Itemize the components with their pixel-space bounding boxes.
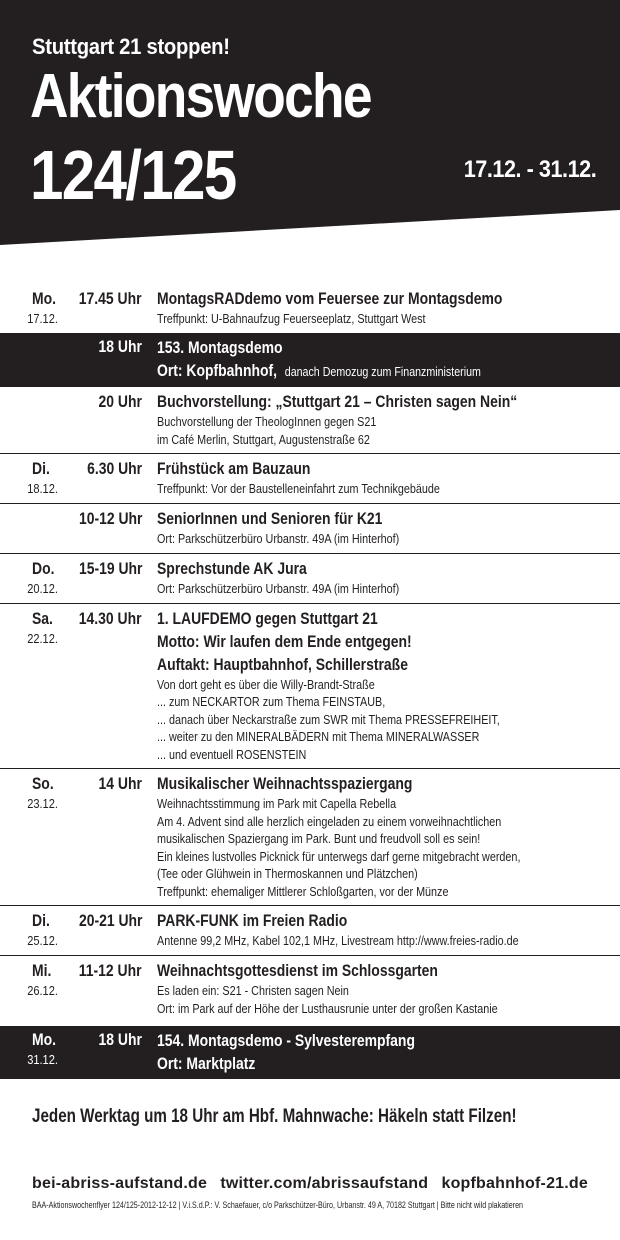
event-detail: Treffpunkt: U-Bahnaufzug Feuerseeplatz, Stuttgart West	[157, 311, 426, 326]
event-list	[0, 284, 620, 1079]
event-day: Di.	[32, 459, 50, 478]
event-row	[0, 905, 620, 955]
event-detail: Treffpunkt: ehemaliger Mittlerer Schloßgarten, vor der Münze	[157, 883, 449, 899]
event-motto: Motto: Wir laufen dem Ende entgegen!	[157, 631, 412, 651]
event-time: 11-12 Uhr	[79, 961, 142, 980]
event-detail: Weihnachtsstimmung im Park mit Capella Rebella	[157, 796, 397, 811]
website-link[interactable]: bei-abriss-aufstand.de	[32, 1175, 208, 1192]
event-detail: ... danach über Neckarstraße zum SWR mit Thema PRESSEFREIHEIT,	[157, 711, 500, 727]
event-date: 31.12.	[27, 1052, 58, 1067]
header-banner	[0, 0, 620, 245]
event-time: 20-21 Uhr	[78, 911, 142, 930]
event-day: Di.	[32, 911, 50, 930]
event-detail: musikalischen Spaziergang im Park. Bunt und freudvoll soll es sein!	[157, 831, 481, 846]
event-title: 154. Montagsdemo - Sylvesterempfang	[157, 1031, 415, 1050]
event-day: Mi.	[32, 961, 52, 980]
event-title: Buchvorstellung: „Stuttgart 21 – Christen sagen Nein“	[157, 392, 518, 411]
header-title: Aktionswoche	[30, 62, 371, 131]
event-detail: ... zum NECKARTOR zum Thema FEINSTAUB,	[157, 694, 386, 709]
header-number: 124/125	[30, 136, 236, 214]
kopfbahnhof-link[interactable]: kopfbahnhof-21.de	[441, 1175, 588, 1192]
event-date: 18.12.	[27, 481, 58, 496]
event-day: Mo.	[32, 289, 57, 308]
event-date: 17.12.	[27, 311, 58, 326]
event-title: Weihnachtsgottesdienst im Schlossgarten	[157, 961, 438, 980]
event-title: SeniorInnen und Senioren für K21	[157, 509, 383, 528]
event-detail: ... und eventuell ROSENSTEIN	[157, 746, 307, 762]
event-time: 17.45 Uhr	[79, 289, 142, 308]
event-day: So.	[32, 774, 54, 793]
header-subtitle: Stuttgart 21 stoppen!	[32, 34, 230, 59]
event-title: 153. Montagsdemo	[157, 338, 283, 357]
event-date: 22.12.	[27, 630, 58, 646]
event-time: 15-19 Uhr	[78, 558, 142, 578]
event-time: 10-12 Uhr	[78, 509, 142, 528]
event-detail: Von dort geht es über die Willy-Brandt-Straße	[157, 676, 375, 692]
event-row	[0, 453, 620, 503]
event-title: Sprechstunde AK Jura	[157, 558, 307, 578]
event-day: Mo.	[32, 1030, 57, 1049]
event-date: 26.12.	[27, 983, 58, 998]
header-date-range: 17.12. - 31.12.	[463, 156, 596, 183]
event-detail: Am 4. Advent sind alle herzlich eingeladen zu einem vorweihnachtlichen	[157, 813, 502, 829]
event-day: Sa.	[32, 608, 53, 628]
event-detail: Ort: im Park auf der Höhe der Lusthausrunie unter der großen Kastanie	[157, 1000, 498, 1016]
event-start: Auftakt: Hauptbahnhof, Schillerstraße	[157, 654, 408, 674]
event-detail: ... weiter zu den MINERALBÄDERN mit Thema MINERALWASSER	[157, 729, 480, 744]
event-title: 1. LAUFDEMO gegen Stuttgart 21	[157, 608, 378, 628]
event-place-note: danach Demozug zum Finanzministerium	[284, 364, 481, 379]
event-row	[0, 553, 620, 603]
vigil-note: Jeden Werktag um 18 Uhr am Hbf. Mahnwache: Häkeln statt Filzen!	[32, 1106, 517, 1127]
event-time: 6.30 Uhr	[86, 459, 142, 478]
twitter-link[interactable]: twitter.com/abrissaufstand	[220, 1175, 429, 1192]
event-row	[0, 955, 620, 1022]
event-place-label: Ort: Kopfbahnhof,	[157, 361, 278, 380]
event-title: Frühstück am Bauzaun	[157, 459, 311, 478]
event-time: 18 Uhr	[98, 1030, 142, 1049]
event-row	[0, 503, 620, 553]
event-row	[0, 387, 620, 453]
event-time: 14.30 Uhr	[79, 608, 142, 628]
event-time: 14 Uhr	[98, 774, 142, 793]
event-time: 20 Uhr	[98, 392, 142, 411]
event-row	[0, 284, 620, 333]
event-row-highlight	[0, 333, 620, 387]
event-date: 20.12.	[27, 580, 58, 596]
event-date: 25.12.	[27, 933, 58, 948]
event-detail: Ein kleines lustvolles Picknick für unterwegs darf gerne mitgebracht werden,	[157, 848, 521, 864]
event-place: Ort: Marktplatz	[157, 1054, 256, 1073]
event-date: 23.12.	[27, 796, 58, 811]
event-time: 18 Uhr	[98, 337, 142, 356]
event-row	[0, 603, 620, 769]
event-title: Musikalischer Weihnachtsspaziergang	[157, 774, 413, 793]
event-detail: im Café Merlin, Stuttgart, Augustenstraße 62	[157, 431, 370, 447]
event-detail: Antenne 99,2 MHz, Kabel 102,1 MHz, Livestream http://www.freies-radio.de	[157, 933, 519, 948]
event-title: PARK-FUNK im Freien Radio	[157, 911, 348, 930]
event-detail: (Tee oder Glühwein in Thermoskannen und Plätzchen)	[157, 866, 418, 881]
event-detail: Ort: Parkschützerbüro Urbanstr. 49A (im Hinterhof)	[157, 531, 400, 546]
event-day: Do.	[32, 558, 55, 578]
event-place	[157, 359, 528, 383]
event-row-highlight	[0, 1026, 620, 1079]
event-title: MontagsRADdemo vom Feuersee zur Montagsdemo	[157, 289, 503, 308]
event-detail: Es laden ein: S21 - Christen sagen Nein	[157, 983, 349, 998]
event-row	[0, 768, 620, 905]
event-detail: Buchvorstellung der TheologInnen gegen S21	[157, 414, 377, 429]
event-detail: Treffpunkt: Vor der Baustelleneinfahrt zum Technikgebäude	[157, 481, 440, 496]
footer-links	[32, 1175, 588, 1193]
imprint: BAA-Aktionswochenflyer 124/125-2012-12-12 | V.i.S.d.P.: V. Schaefauer, c/o Parkschützer-Büro, Urbanstr. 49 A, 70182 Stuttgart | Bitte nicht wild plakatieren	[32, 1200, 523, 1211]
event-detail: Ort: Parkschützerbüro Urbanstr. 49A (im Hinterhof)	[157, 580, 400, 596]
